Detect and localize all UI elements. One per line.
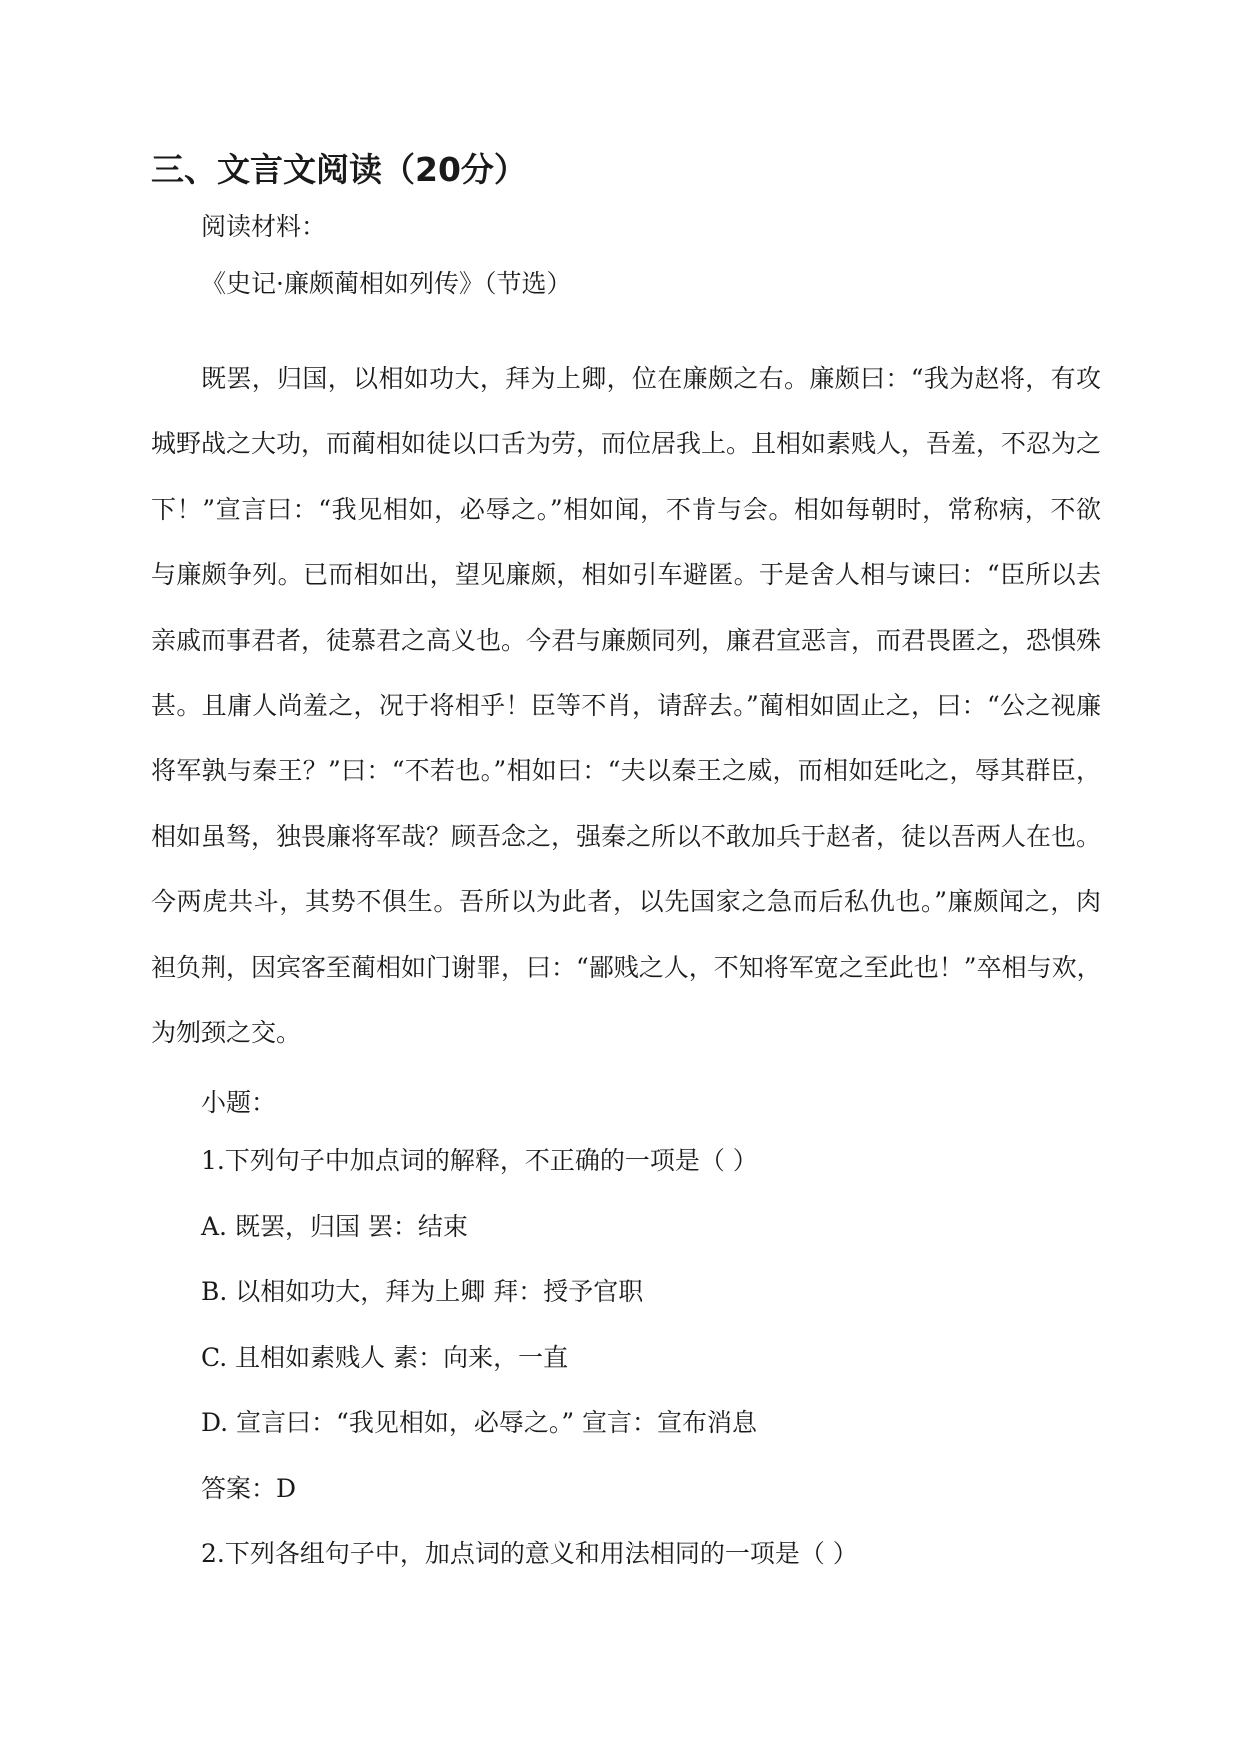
question1-option-d: D. 宣言曰：“我见相如，必辱之。” 宣言：宣布消息 — [201, 1408, 758, 1437]
material-label: 阅读材料： — [201, 212, 327, 241]
passage-line: 下！”宣言曰：“我见相如，必辱之。”相如闻，不肯与会。相如每朝时，常称病，不欲 — [151, 494, 1101, 524]
question1-answer: 答案：D — [201, 1474, 297, 1503]
classical-passage — [151, 362, 1101, 1081]
question2-stem: 2.下列各组句子中，加点词的意义和用法相同的一项是（ ） — [201, 1539, 858, 1568]
passage-line: 相如虽驽，独畏廉将军哉？顾吾念之，强秦之所以不敢加兵于赵者，徒以吾两人在也。 — [151, 821, 1102, 851]
passage-line: 甚。且庸人尚羞之，况于将相乎！臣等不肖，请辞去。”蔺相如固止之，曰：“公之视廉 — [151, 690, 1101, 720]
section-heading: 三、文言文阅读（20分） — [151, 150, 527, 189]
passage-line: 既罢，归国，以相如功大，拜为上卿，位在廉颇之右。廉颇曰：“我为赵将，有攻 — [201, 364, 1101, 393]
question1-option-c: C. 且相如素贱人 素：向来，一直 — [201, 1343, 569, 1372]
question1-option-b: B. 以相如功大，拜为上卿 拜：授予官职 — [201, 1277, 644, 1306]
subquestions-label: 小题： — [201, 1088, 277, 1117]
passage-line: 将军孰与秦王？”曰：“不若也。”相如曰：“夫以秦王之威，而相如廷叱之，辱其群臣， — [151, 756, 1101, 786]
passage-line: 与廉颇争列。已而相如出，望见廉颇，相如引车避匿。于是舍人相与谏曰：“臣所以去 — [151, 560, 1101, 590]
passage-line: 亲戚而事君者，徒慕君之高义也。今君与廉颇同列，廉君宣恶言，而君畏匿之，恐惧殊 — [151, 625, 1102, 655]
passage-line: 城野战之大功，而蔺相如徒以口舌为劳，而位居我上。且相如素贱人，吾羞，不忍为之 — [151, 429, 1102, 459]
question1-option-a: A. 既罢，归国 罢：结束 — [201, 1212, 468, 1241]
passage-line: 为刎颈之交。 — [151, 1017, 302, 1047]
source-title: 《史记·廉颇蔺相如列传》（节选） — [201, 269, 572, 298]
passage-line: 今两虎共斗，其势不俱生。吾所以为此者，以先国家之急而后私仇也。”廉颇闻之，肉 — [151, 887, 1101, 917]
question1-stem: 1.下列句子中加点词的解释，不正确的一项是（ ） — [201, 1146, 758, 1175]
passage-line: 袒负荆，因宾客至蔺相如门谢罪，曰：“鄙贱之人，不知将军宽之至此也！”卒相与欢， — [151, 952, 1102, 982]
